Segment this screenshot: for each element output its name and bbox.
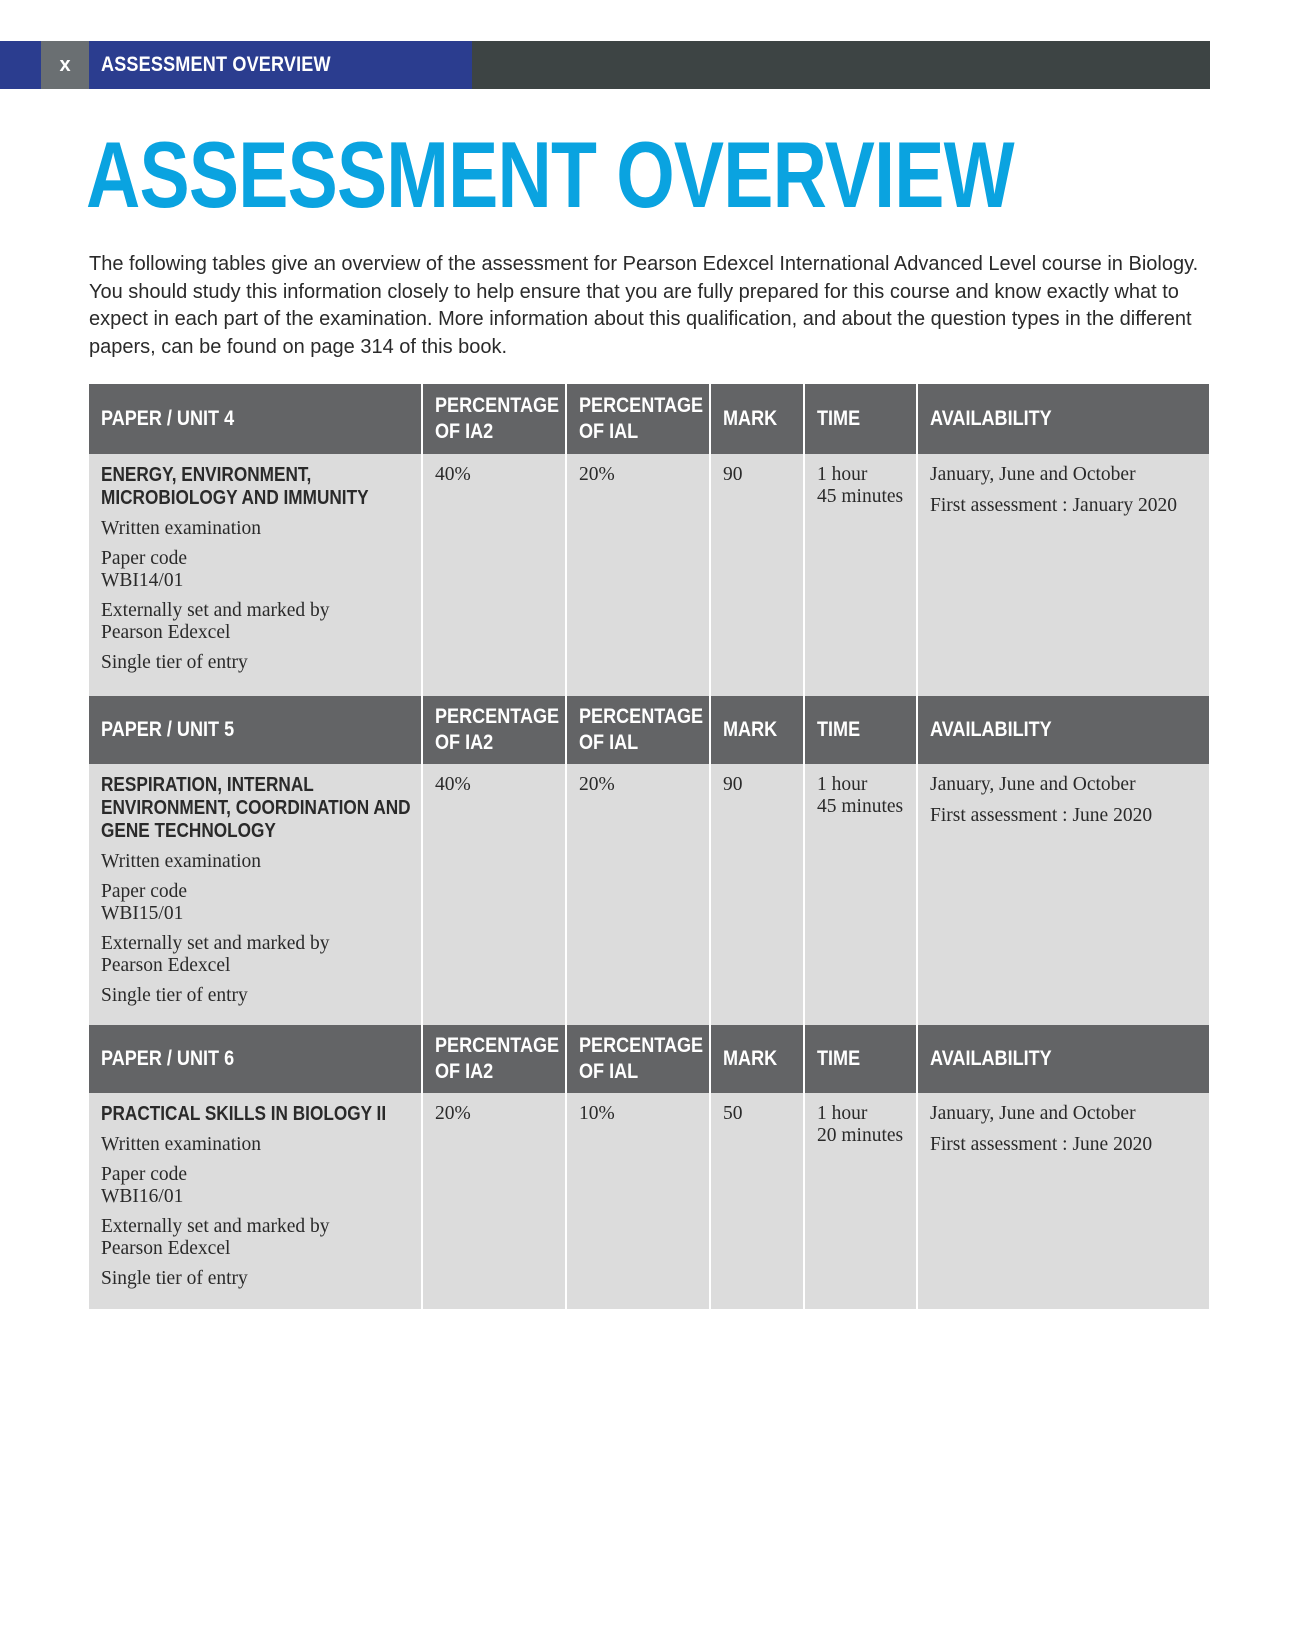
availability-value: January, June and October First assessment : June 2020 xyxy=(917,1093,1209,1309)
table-row xyxy=(89,454,1209,696)
table-header-row xyxy=(89,1025,1209,1093)
header-paper-unit: PAPER / UNIT 4 xyxy=(89,384,422,454)
mark-value: 90 xyxy=(710,454,804,696)
header-mark: MARK xyxy=(710,1025,804,1093)
set-by: Externally set and marked by xyxy=(101,1216,330,1237)
exam-type: Written examination xyxy=(101,518,262,539)
paper-code: WBI15/01 xyxy=(101,903,184,924)
header-percentage-ial: PERCENTAGE OF IAL xyxy=(566,384,710,454)
paper-code: WBI14/01 xyxy=(101,570,184,591)
header-availability: AVAILABILITY xyxy=(917,1025,1209,1093)
header-percentage-ial: PERCENTAGE OF IAL xyxy=(566,1025,710,1093)
unit-title: ENERGY, ENVIRONMENT, MICROBIOLOGY AND IMMUNITY xyxy=(101,464,369,509)
percentage-ial-value: 20% xyxy=(566,454,710,696)
exam-type: Written examination xyxy=(101,1134,262,1155)
paper-code-label: Paper code xyxy=(101,881,188,902)
table-row xyxy=(89,764,1209,1025)
mark-value: 50 xyxy=(710,1093,804,1309)
header-mark: MARK xyxy=(710,696,804,764)
availability-value: January, June and October First assessment : June 2020 xyxy=(917,764,1209,1025)
paper-description xyxy=(89,454,422,696)
header-percentage-ial: PERCENTAGE OF IAL xyxy=(566,696,710,764)
paper-code: WBI16/01 xyxy=(101,1186,184,1207)
availability-value: January, June and October First assessment : January 2020 xyxy=(917,454,1209,696)
header-time: TIME xyxy=(804,696,917,764)
paper-code-label: Paper code xyxy=(101,548,188,569)
entry-tier: Single tier of entry xyxy=(101,652,248,673)
header-availability: AVAILABILITY xyxy=(917,384,1209,454)
assessment-table xyxy=(89,384,1209,1309)
header-paper-unit: PAPER / UNIT 5 xyxy=(89,696,422,764)
header-time: TIME xyxy=(804,1025,917,1093)
exam-type: Written examination xyxy=(101,851,262,872)
unit-title: PRACTICAL SKILLS IN BIOLOGY II xyxy=(101,1103,387,1125)
time-value: 1 hour 45 minutes xyxy=(804,764,917,1025)
header-band-dark xyxy=(472,41,1210,89)
set-by-org: Pearson Edexcel xyxy=(101,622,231,643)
running-head: ASSESSMENT OVERVIEW xyxy=(101,53,331,76)
page-number: x xyxy=(41,41,89,89)
mark-value: 90 xyxy=(710,764,804,1025)
time-value: 1 hour 20 minutes xyxy=(804,1093,917,1309)
paper-code-label: Paper code xyxy=(101,1164,188,1185)
time-value: 1 hour 45 minutes xyxy=(804,454,917,696)
entry-tier: Single tier of entry xyxy=(101,1268,248,1289)
table-header-row xyxy=(89,384,1209,454)
table-row xyxy=(89,1093,1209,1309)
header-paper-unit: PAPER / UNIT 6 xyxy=(89,1025,422,1093)
percentage-ial-value: 20% xyxy=(566,764,710,1025)
table-header-row xyxy=(89,696,1209,764)
header-percentage-ia2: PERCENTAGE OF IA2 xyxy=(422,696,566,764)
header-availability: AVAILABILITY xyxy=(917,696,1209,764)
entry-tier: Single tier of entry xyxy=(101,985,248,1006)
header-mark: MARK xyxy=(710,384,804,454)
paper-description xyxy=(89,1093,422,1309)
percentage-ia2-value: 40% xyxy=(422,764,566,1025)
page-title: ASSESSMENT OVERVIEW xyxy=(86,122,1014,227)
header-percentage-ia2: PERCENTAGE OF IA2 xyxy=(422,1025,566,1093)
header-percentage-ia2: PERCENTAGE OF IA2 xyxy=(422,384,566,454)
header-time: TIME xyxy=(804,384,917,454)
set-by: Externally set and marked by xyxy=(101,933,330,954)
set-by-org: Pearson Edexcel xyxy=(101,1238,231,1259)
set-by: Externally set and marked by xyxy=(101,600,330,621)
percentage-ia2-value: 20% xyxy=(422,1093,566,1309)
unit-title: RESPIRATION, INTERNAL ENVIRONMENT, COORDINATION AND GENE TECHNOLOGY xyxy=(101,774,411,842)
set-by-org: Pearson Edexcel xyxy=(101,955,231,976)
intro-paragraph: The following tables give an overview of the assessment for Pearson Edexcel International Advanced Level course in Biology. You should study this information closely to help ensure that you are fully prepared for this course and know exactly what to expect in each part of the examination. More information about this qualification, and about the question types in the different papers, can be found on page 314 of this book. xyxy=(89,253,1199,358)
percentage-ia2-value: 40% xyxy=(422,454,566,696)
paper-description xyxy=(89,764,422,1025)
percentage-ial-value: 10% xyxy=(566,1093,710,1309)
